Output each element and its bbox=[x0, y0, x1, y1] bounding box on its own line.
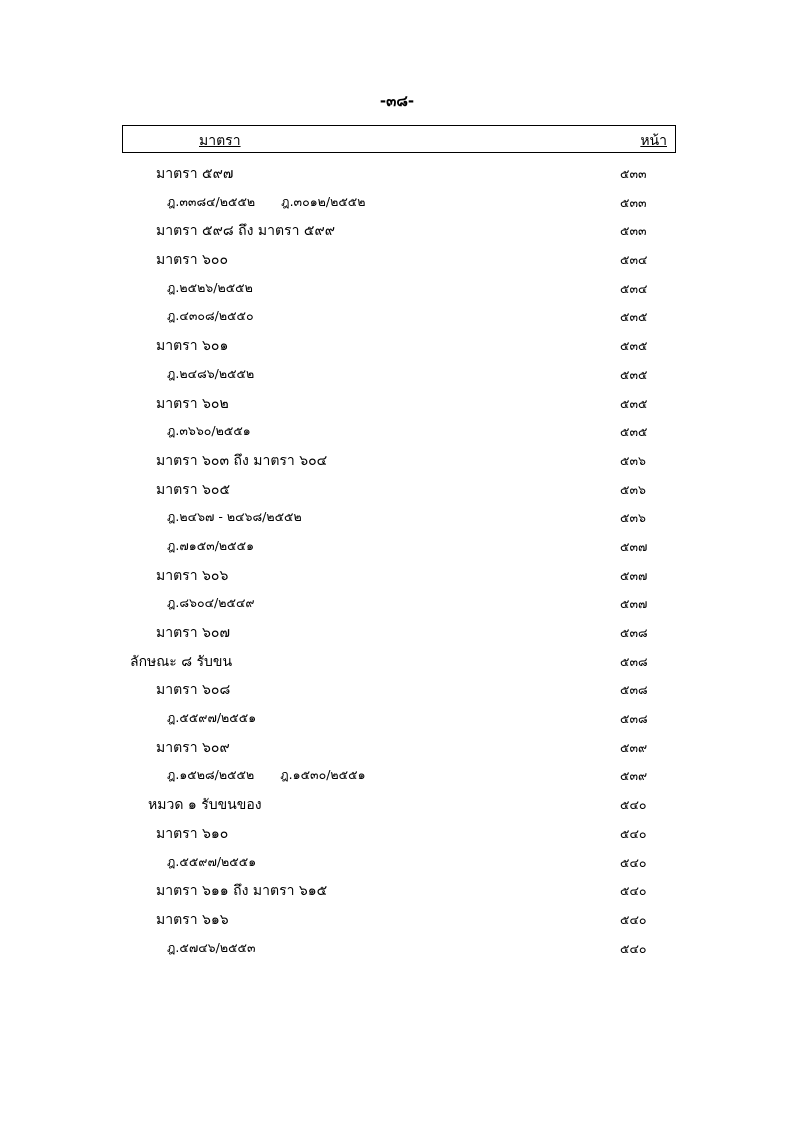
entry-text: ฎ.๕๕๙๗/๒๕๕๑ bbox=[167, 710, 257, 726]
entry-label bbox=[148, 794, 262, 816]
entry-label bbox=[167, 593, 255, 613]
toc-entry bbox=[0, 359, 794, 388]
toc-entry bbox=[0, 646, 794, 675]
entry-label bbox=[156, 909, 229, 931]
entry-page-number: ๕๓๖ bbox=[620, 481, 646, 497]
entry-page-number: ๕๔๐ bbox=[620, 911, 647, 927]
entry-page-number: ๕๓๓ bbox=[620, 194, 647, 210]
entry-label bbox=[156, 737, 230, 759]
entry-label bbox=[156, 479, 230, 501]
entry-text: ฎ.๓๖๖๐/๒๕๕๑ bbox=[167, 423, 251, 439]
entry-label bbox=[130, 651, 232, 673]
entry-label bbox=[167, 306, 254, 326]
entry-page-number: ๕๓๕ bbox=[620, 424, 648, 440]
entry-page-number: ๕๔๐ bbox=[620, 883, 647, 899]
entry-label bbox=[156, 880, 327, 902]
entry-page-number: ๕๓๗ bbox=[620, 567, 648, 583]
entry-page-number: ๕๔๐ bbox=[620, 797, 647, 813]
entry-page-number: ๕๓๙ bbox=[620, 739, 648, 755]
toc-entry bbox=[0, 703, 794, 732]
toc-entry bbox=[0, 818, 794, 847]
entry-text: ฎ.๑๕๒๘/๒๕๕๒ bbox=[167, 767, 255, 783]
entry-text: มาตรา ๖๑๖ bbox=[156, 911, 229, 928]
header-section-label: มาตรา bbox=[199, 133, 241, 149]
entry-text-secondary: ฎ.๓๐๑๒/๒๕๕๒ bbox=[281, 193, 366, 209]
entry-text: ฎ.๒๔๖๗ - ๒๔๖๘/๒๕๕๒ bbox=[167, 509, 302, 525]
entry-page-number: ๕๓๖ bbox=[620, 510, 646, 526]
entry-text-secondary: ฎ.๑๕๓๐/๒๕๕๑ bbox=[280, 767, 366, 783]
entry-text: มาตรา ๖๐๐ bbox=[156, 252, 228, 269]
entry-page-number: ๕๔๐ bbox=[620, 825, 647, 841]
entry-text: มาตรา ๕๙๗ bbox=[156, 166, 234, 182]
entry-label bbox=[167, 765, 366, 785]
entry-label bbox=[167, 364, 254, 384]
entry-page-number: ๕๓๘ bbox=[620, 682, 648, 698]
entry-text: ฎ.๘๖๐๔/๒๕๔๙ bbox=[167, 595, 255, 611]
toc-entry bbox=[0, 674, 794, 703]
entry-text: ฎ.๗๑๕๓/๒๕๕๑ bbox=[167, 537, 255, 553]
entry-text: ฎ.๒๔๘๖/๒๕๕๒ bbox=[167, 365, 255, 381]
toc-entry bbox=[0, 215, 794, 244]
toc-entry bbox=[0, 187, 794, 216]
toc-entry bbox=[0, 933, 794, 962]
entry-text: มาตรา ๖๐๘ bbox=[156, 682, 231, 699]
toc-entry bbox=[0, 474, 794, 503]
toc-entry bbox=[0, 244, 794, 273]
entry-label bbox=[156, 679, 230, 701]
entry-text: ฎ.๓๓๘๔/๒๕๕๒ bbox=[167, 193, 256, 209]
toc-entry bbox=[0, 560, 794, 589]
entry-page-number: ๕๓๙ bbox=[620, 768, 648, 784]
toc-entry bbox=[0, 301, 794, 330]
toc-header bbox=[122, 125, 676, 153]
entry-label bbox=[156, 220, 335, 242]
toc-entry bbox=[0, 330, 794, 359]
entry-label bbox=[167, 421, 251, 441]
entry-page-number: ๕๓๕ bbox=[620, 366, 648, 382]
toc-entry bbox=[0, 732, 794, 761]
entry-text: มาตรา ๖๐๑ bbox=[156, 338, 229, 355]
entry-page-number: ๕๔๐ bbox=[620, 854, 647, 870]
entry-text: มาตรา ๖๐๒ bbox=[156, 395, 229, 412]
entry-label bbox=[167, 278, 253, 298]
entry-page-number: ๕๓๗ bbox=[620, 538, 648, 554]
entry-label bbox=[167, 507, 302, 527]
entry-page-number: ๕๔๐ bbox=[620, 940, 647, 956]
entry-text: ฎ.๔๓๐๘/๒๕๕๐ bbox=[167, 308, 254, 324]
entry-text: ลักษณะ ๘ รับขน bbox=[130, 653, 233, 670]
entry-text: มาตรา ๖๐๗ bbox=[156, 625, 230, 641]
entry-label bbox=[156, 393, 229, 415]
entry-label bbox=[167, 192, 366, 212]
entry-page-number: ๕๓๖ bbox=[620, 452, 646, 468]
entry-label bbox=[167, 852, 256, 872]
entry-page-number: ๕๓๕ bbox=[620, 309, 648, 325]
entry-label bbox=[156, 823, 228, 845]
entry-page-number: ๕๓๘ bbox=[620, 625, 648, 640]
entry-text: มาตรา ๖๐๖ bbox=[156, 567, 229, 584]
entry-text: ฎ.๕๗๔๖/๒๕๕๓ bbox=[167, 939, 256, 955]
entry-text: มาตรา ๖๐๕ bbox=[156, 481, 231, 498]
entry-text: หมวด ๑ รับขนของ bbox=[148, 797, 262, 814]
entry-label bbox=[156, 249, 228, 271]
entry-label bbox=[156, 565, 228, 587]
entry-page-number: ๕๓๕ bbox=[620, 395, 648, 411]
toc-entry bbox=[0, 789, 794, 818]
entry-text: มาตรา ๖๑๑ ถึง มาตรา ๖๑๕ bbox=[156, 883, 328, 900]
toc-entries bbox=[0, 158, 794, 961]
toc-entry bbox=[0, 158, 794, 187]
entry-label bbox=[167, 938, 256, 958]
toc-entry bbox=[0, 388, 794, 417]
entry-text: มาตรา ๕๙๘ ถึง มาตรา ๕๙๙ bbox=[156, 223, 335, 240]
entry-page-number: ๕๓๓ bbox=[620, 223, 647, 239]
entry-label bbox=[156, 335, 228, 357]
entry-page-number: ๕๓๘ bbox=[620, 653, 648, 669]
entry-text: มาตรา ๖๐๙ bbox=[156, 739, 230, 756]
toc-entry bbox=[0, 617, 794, 646]
toc-entry bbox=[0, 502, 794, 531]
entry-label bbox=[156, 622, 230, 644]
toc-entry bbox=[0, 273, 794, 302]
entry-text: มาตรา ๖๑๐ bbox=[156, 825, 229, 842]
toc-entry bbox=[0, 445, 794, 474]
entry-label bbox=[156, 450, 327, 472]
header-page-label: หน้า bbox=[640, 133, 667, 149]
entry-label bbox=[156, 163, 233, 185]
toc-entry bbox=[0, 904, 794, 933]
entry-page-number: ๕๓๕ bbox=[620, 338, 648, 354]
entry-text: มาตรา ๖๐๓ ถึง มาตรา ๖๐๔ bbox=[156, 452, 328, 469]
toc-entry bbox=[0, 760, 794, 789]
entry-page-number: ๕๓๘ bbox=[620, 711, 648, 727]
toc-entry bbox=[0, 588, 794, 617]
toc-entry bbox=[0, 847, 794, 876]
entry-page-number: ๕๓๔ bbox=[620, 252, 648, 268]
page-number: -๓๘- bbox=[379, 92, 415, 110]
entry-text: ฎ.๕๕๙๗/๒๕๕๑ bbox=[167, 853, 257, 869]
entry-label bbox=[167, 536, 254, 556]
entry-label bbox=[167, 708, 256, 728]
entry-text: ฎ.๒๕๒๖/๒๕๕๒ bbox=[167, 279, 253, 295]
entry-page-number: ๕๓๗ bbox=[620, 596, 648, 612]
toc-entry bbox=[0, 531, 794, 560]
toc-entry bbox=[0, 875, 794, 904]
entry-page-number: ๕๓๓ bbox=[620, 166, 647, 181]
toc-entry bbox=[0, 416, 794, 445]
entry-page-number: ๕๓๔ bbox=[620, 280, 648, 296]
